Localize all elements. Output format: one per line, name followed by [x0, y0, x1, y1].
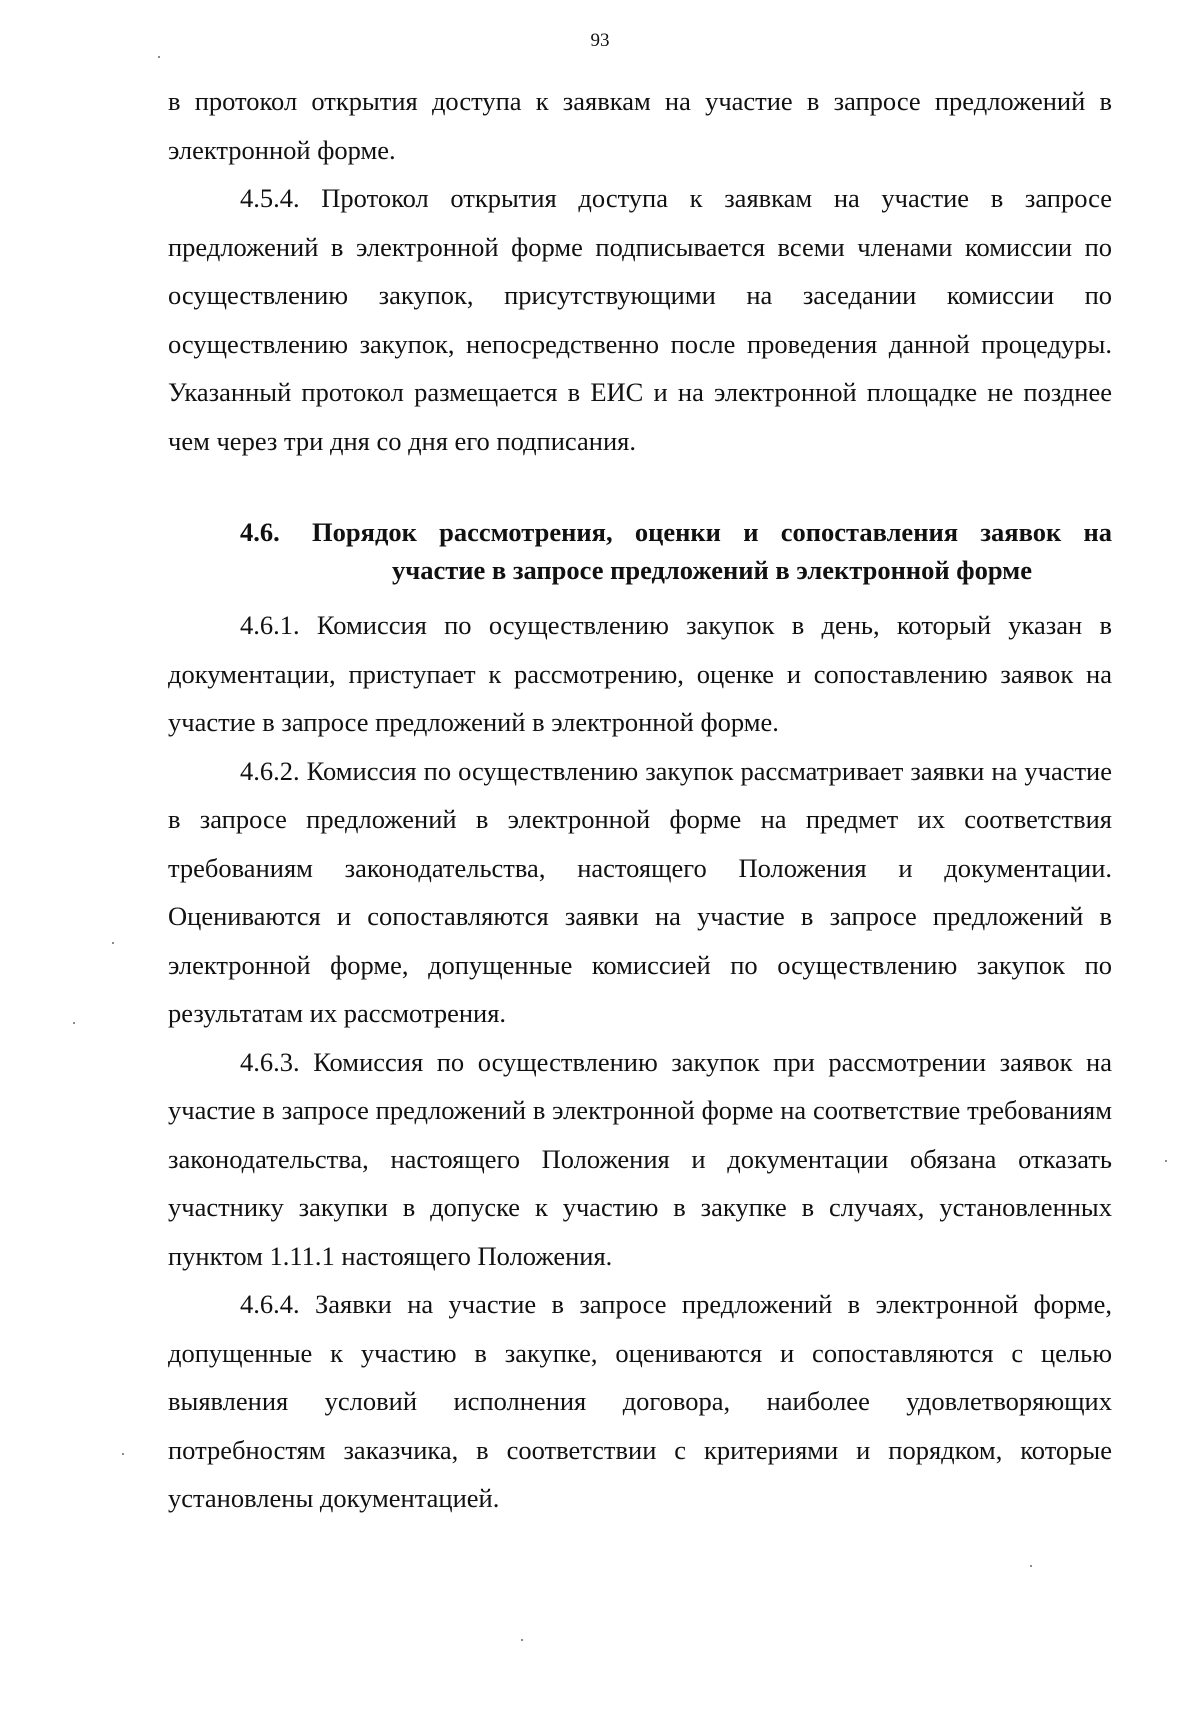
- paragraph-4-6-1: 4.6.1. Комиссия по осуществлению закупок в день, который указан в документации, приступает к рассмотрению, оценке и сопоставлению заявок на участие в запросе предложений в электронной форме.: [168, 610, 1112, 737]
- scan-speck: [122, 1453, 124, 1455]
- scan-speck: [73, 1022, 75, 1024]
- section-heading-4-6: [168, 513, 1112, 589]
- paragraph-4-6-3: 4.6.3. Комиссия по осуществлению закупок при рассмотрении заявок на участие в запросе предложений в электронной форме на соответствие требованиям законодательства, настоящего Положения и документации обязана отказать участнику закупки в допуске к участию в закупке в случаях, установленных пунктом 1.11.1 настоящего Положения.: [168, 1046, 1112, 1271]
- scan-speck: [158, 56, 160, 58]
- section-title: Порядок рассмотрения, оценки и сопоставления заявок на участие в запросе предложений в электронной форме: [312, 517, 1112, 585]
- paragraph-4-6-2: 4.6.2. Комиссия по осуществлению закупок рассматривает заявки на участие в запросе предложений в электронной форме на предмет их соответствия требованиям законодательства, настоящего Положения и документации. Оцениваются и сопоставляются заявки на участие в запросе предложений в электронной форме, допущенные комиссией по осуществлению закупок по результатам их рассмотрения.: [168, 755, 1112, 1028]
- page-number: 93: [590, 30, 610, 51]
- paragraph-continuation: в протокол открытия доступа к заявкам на участие в запросе предложений в электронной форме.: [168, 86, 1112, 165]
- scan-speck: [1165, 1160, 1167, 1162]
- scan-speck: [1030, 1565, 1032, 1567]
- scan-speck: [521, 1639, 523, 1641]
- paragraph-4-6-4: 4.6.4. Заявки на участие в запросе предложений в электронной форме, допущенные к участию в закупке, оцениваются и сопоставляются с целью выявления условий исполнения договора, наиболее удовлетворяющих потребностям заказчика, в соответствии с критериями и порядком, которые установлены документацией.: [168, 1289, 1112, 1513]
- document-body: [168, 77, 1112, 1523]
- paragraph-4-5-4: 4.5.4. Протокол открытия доступа к заявкам на участие в запросе предложений в электронной форме подписывается всеми членами комиссии по осуществлению закупок, присутствующими на заседании комиссии по осуществлению закупок, непосредственно после проведения данной процедуры. Указанный протокол размещается в ЕИС и на электронной площадке не позднее чем через три дня со дня его подписания.: [168, 183, 1112, 456]
- section-number: 4.6.: [240, 517, 280, 547]
- scan-speck: [112, 942, 114, 944]
